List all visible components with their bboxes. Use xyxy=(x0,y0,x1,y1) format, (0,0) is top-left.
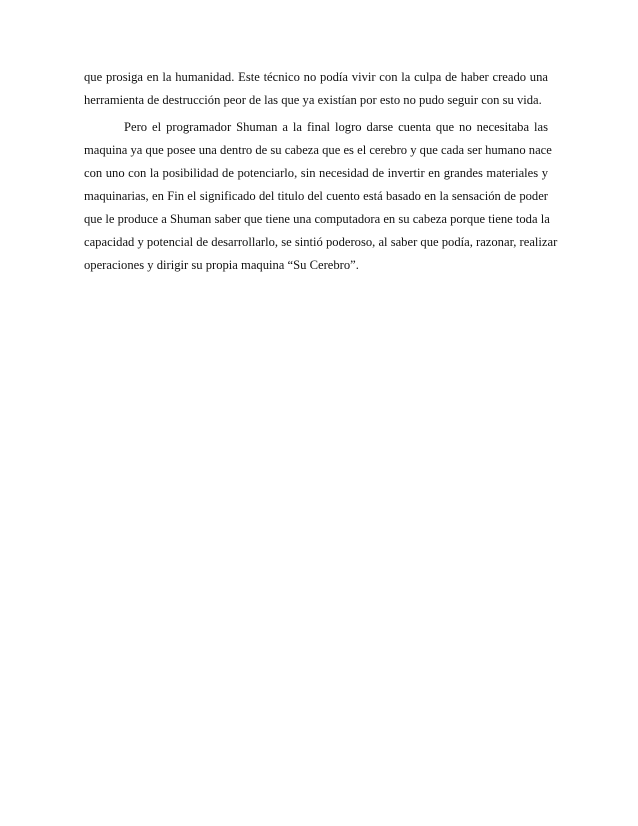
text-line: que prosiga en la humanidad. Este técnico no podía vivir con la culpa de haber creado una xyxy=(84,70,548,84)
text-line: con uno con la posibilidad de potenciarlo, sin necesidad de invertir en grandes materiales y xyxy=(84,166,548,180)
text-line: herramienta de destrucción peor de las que ya existían por esto no pudo seguir con su vida. xyxy=(84,93,542,107)
text-line: maquina ya que posee una dentro de su cabeza que es el cerebro y que cada ser humano nace xyxy=(84,143,552,157)
paragraph-2 xyxy=(84,116,558,277)
paragraph-1 xyxy=(84,66,548,112)
text-line: maquinarias, en Fin el significado del titulo del cuento está basado en la sensación de poder xyxy=(84,189,548,203)
body-text xyxy=(84,66,558,277)
text-line: Pero el programador Shuman a la final logro darse cuenta que no necesitaba las xyxy=(124,120,548,134)
text-line: capacidad y potencial de desarrollarlo, se sintió poderoso, al saber que podía, razonar, realizar xyxy=(84,235,558,249)
text-line: que le produce a Shuman saber que tiene una computadora en su cabeza porque tiene toda la xyxy=(84,212,550,226)
text-line: operaciones y dirigir su propia maquina “Su Cerebro”. xyxy=(84,258,359,272)
